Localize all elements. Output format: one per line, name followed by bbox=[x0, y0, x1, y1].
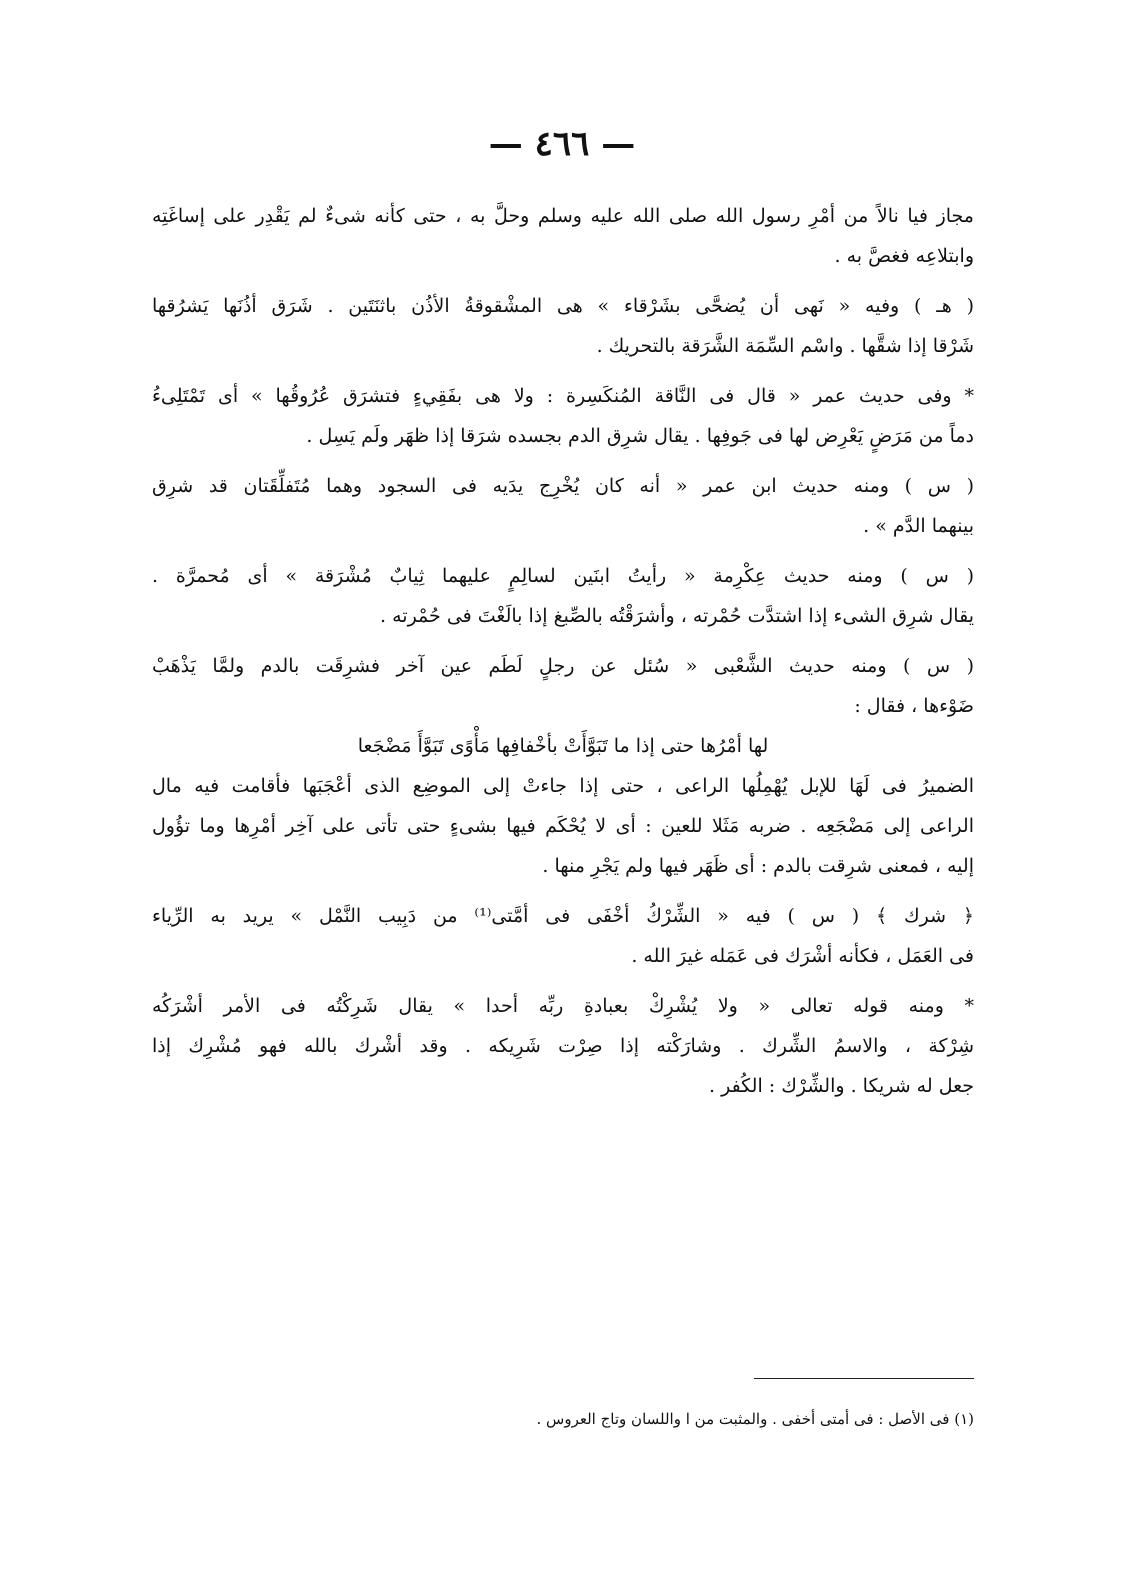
entry-heading-line: ﴿ شرك ﴾ ( س ) فيه « الشِّرْكُ أخْفَى فى أمَّتى⁽¹⁾ من دَبِيب النَّمْل » يريد به الرِّياء bbox=[152, 905, 974, 927]
text-line: الراعى إلى مَضْجَعِه . ضربه مَثَلا للعين : أى لا يُحْكَم فيها بشىءٍ حتى تأتى على آخِر أمْرِها وما تؤُول bbox=[152, 815, 974, 837]
text-line: دماً من مَرَضٍ يَعْرِض لها فى جَوفِها . يقال شرِق الدم بجسده شرَقا إذا ظهَر ولَم يَسِل . bbox=[306, 425, 974, 447]
page-number: — ٤٦٦ — bbox=[488, 124, 636, 164]
text-line: * وفى حديث عمر « قال فى النَّاقة المُنكَسِرة : ولا هى بفَقِيءٍ فتشرَق عُرُوقُها » أى تَمْتَلِىءُ bbox=[152, 385, 974, 407]
text-line: الضميرُ فى لَهَا للإبل يُهْمِلُها الراعى ، حتى إذا جاءتْ إلى الموضِع الذى أعْجَبَها فأقامت فيه مال bbox=[152, 775, 974, 797]
text-line: ( هـ ) وفيه « نَهى أن يُضحَّى بشَرْقاء » هى المشْقوقةُ الأذُن باثنَتَين . شَرَق أذُنَها يَشرُقها bbox=[152, 295, 974, 317]
text-line: ( س ) ومنه حديث عِكْرِمة « رأيتُ ابنَين لسالِمٍ عليهما ثِيابٌ مُشْرَقة » أى مُحمرَّة . bbox=[152, 565, 974, 587]
text-line: ضَوْءها ، فقال : bbox=[854, 695, 974, 717]
text-line: * ومنه قوله تعالى « ولا يُشْرِكْ بعبادةِ ربِّه أحدا » يقال شَرِكْتُه فى الأمر أشْرَكُه bbox=[152, 995, 974, 1017]
text-line: مجاز فيا نالاً من أمْرِ رسول الله صلى الله عليه وسلم وحلَّ به ، حتى كأنه شىءٌ لم يَقْدِر على إساغَتِه bbox=[152, 205, 974, 227]
text-line: جعل له شريكا . والشِّرْك : الكُفر . bbox=[709, 1075, 974, 1097]
text-line: إليه ، فمعنى شرِقت بالدم : أى ظَهَر فيها ولم يَجْرِ منها . bbox=[542, 855, 974, 877]
text-line: ( س ) ومنه حديث ابن عمر « أنه كان يُخْرِج يدَيه فى السجود وهما مُتَفلِّقَتان قد شرِق bbox=[152, 475, 974, 497]
text-line: شِرْكة ، والاسمُ الشِّرك . وشارَكْته إذا صِرْت شَرِيكه . وقد أشْرك بالله فهو مُشْرِك إذا bbox=[152, 1035, 974, 1057]
footnote: (١) فى الأصل : فى أمتى أخفى . والمثبت من ا واللسان وتاج العروس . bbox=[536, 1410, 974, 1428]
dictionary-entries bbox=[152, 196, 974, 1106]
footnote-divider bbox=[754, 1378, 974, 1379]
text-line: بينهما الدَّم » . bbox=[863, 515, 974, 537]
text-line: وابتلاعِه فغصَّ به . bbox=[834, 245, 974, 267]
poetry-verse: لها أمْرُها حتى إذا ما تَبَوَّأَتْ بأخْفافِها مَأْوًى تَبَوَّأَ مَضْجَعا bbox=[357, 735, 769, 757]
text-line: شَرْقا إذا شقَّها . واسْم السِّمَة الشَّرَقة بالتحريك . bbox=[596, 335, 974, 357]
text-line: ( س ) ومنه حديث الشَّعْبى « سُئل عن رجلٍ لَطَم عين آخر فشرِقَت بالدم ولمَّا يَذْهَبْ bbox=[152, 655, 974, 677]
text-line: فى العَمَل ، فكأنه أشْرَك فى عَمَله غيرَ الله . bbox=[631, 945, 974, 967]
text-line: يقال شرِق الشىء إذا اشتدَّت حُمْرته ، وأشرَقْتُه بالصِّبغ إذا بالَغْتَ فى حُمْرته . bbox=[380, 605, 974, 627]
